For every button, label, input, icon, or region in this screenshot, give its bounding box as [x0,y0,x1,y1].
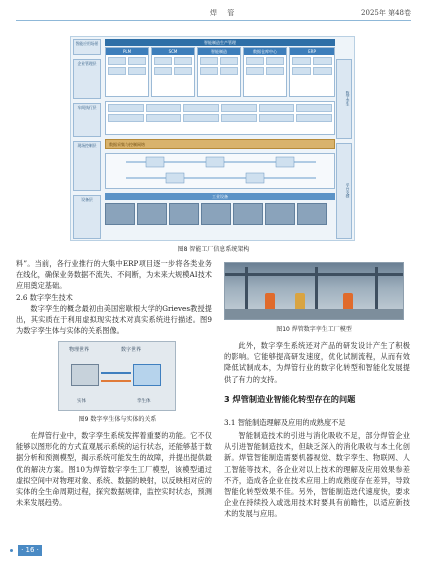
system-box-mfg [197,47,241,97]
layer-label-execution: 车间执行层 [73,103,101,137]
execution-layer-box [105,101,335,135]
system-box-plm [105,47,149,97]
control-layer-box [105,153,335,189]
label-digital-world: 数字世界 [121,347,142,353]
device-images-row [105,203,335,233]
system-box-scm [151,47,195,97]
layer-label-control: 现场控制层 [73,141,101,191]
paragraph: 数字孪生的概念最初由美国密歇根大学的Grieves教授提出，其实质在于利用虚拟现实技术对真实系统进行描述。图9为数字孪生体与实体的关系图像。 [16,303,212,336]
layer-label-digital-twin: 数字孪生 [336,59,352,139]
system-box-erp [289,47,335,97]
left-column-top-text [16,258,212,336]
system-title: ERP [290,48,334,55]
issue-info: 2025年 第48卷 [361,9,411,17]
page-number-dot [10,549,13,552]
paragraph: 智能制造技术的引进与消化吸收不足，部分焊管企业从引进智能制造技术，但缺乏深入的消化吸收与本土化创新。焊管智能制造需要机器视觉、数字孪生、物联网、人工智能等技术，各企业对以上技术的理解及应用效果参差不齐，造成各企业在技术应用上的成熟度存在差异，导致智能化转型效果不佳。另外，智能制造迭代速度快，要求企业在持续投入或选用技术时要具有前瞻性，以适应新技术的发展与应用。 [224,431,410,519]
figure-8-architecture-diagram [70,36,355,241]
layer-label-platform: 平台支撑 [336,143,352,239]
system-box-data [243,47,287,97]
section-heading-2-6: 2.6 数字孪生技术 [16,292,73,302]
page-number: · 16 · [18,545,42,556]
left-column-bottom-text [16,430,212,508]
paragraph: 料”。当前，各行业推行的大集中ERP项目逐一步将各类业务在线化，确保业务数据不流失、不间断，为未来大规模AI技术应用奠定基础。 [16,259,212,291]
layer-label-management: 企业管理层 [73,59,101,99]
system-title: 智能制造 [198,48,240,55]
header-divider [16,20,411,21]
figure-9-caption: 图9 数字孪生体与实体的关系 [78,416,157,423]
section-heading-3: 3 焊管制造业智能化转型存在的问题 [224,394,356,404]
system-title: PLM [106,48,148,55]
layer-label-devices: 设备层 [73,195,101,239]
right-column-text [224,340,410,385]
label-entity: 实体 [77,399,86,404]
network-bar: 数据采集与控制网络 [105,139,335,149]
system-title: 数据仓库中心 [244,48,286,55]
paragraph: 在焊管行业中，数字孪生系统发挥着重要的功能。它不仅能够以图形化的方式直观展示系统的运行状态，还能够基于数据分析和预测模型，揭示系统可能发生的故障，并提出提供最优的解决方案。图10为焊管数字孪生工厂模型，该模型通过虚拟空间中对物理对象、系统、数据的映射，以反映相对应的实体的全生命周期过程，探究数据规律，监控实时状态，预测未来发展趋势。 [16,431,212,508]
control-network-lines [106,154,334,188]
layer-label-applications: 智能应用场景 [73,39,101,55]
figure-8-caption: 图8 智能工厂信息系统架构 [177,246,250,253]
system-title: SCM [152,48,194,55]
paragraph: 此外，数字孪生系统还对产品的研发设计产生了积极的影响。它能够提高研发速度，优化试制流程，从而有效降低试制成本，为焊管行业的数字化转型和智能化发展提供了有力的支持。 [224,341,410,384]
label-physical-world: 物理世界 [69,347,90,353]
journal-title: 焊 管 [210,9,239,17]
device-banner: 工业设备 [105,193,335,200]
figure-10-caption: 图10 焊管数字孪生工厂模型 [276,326,352,333]
figure-9-twin-relation-image [58,341,176,411]
figure-10-factory-model-image [224,262,404,320]
right-column-body [224,430,410,520]
section-heading-3-1: 3.1 智能制造理解及应用的成熟度不足 [224,418,346,427]
label-twin: 孪生体 [137,399,151,404]
top-banner: 智能制造生产管理 [105,39,335,46]
